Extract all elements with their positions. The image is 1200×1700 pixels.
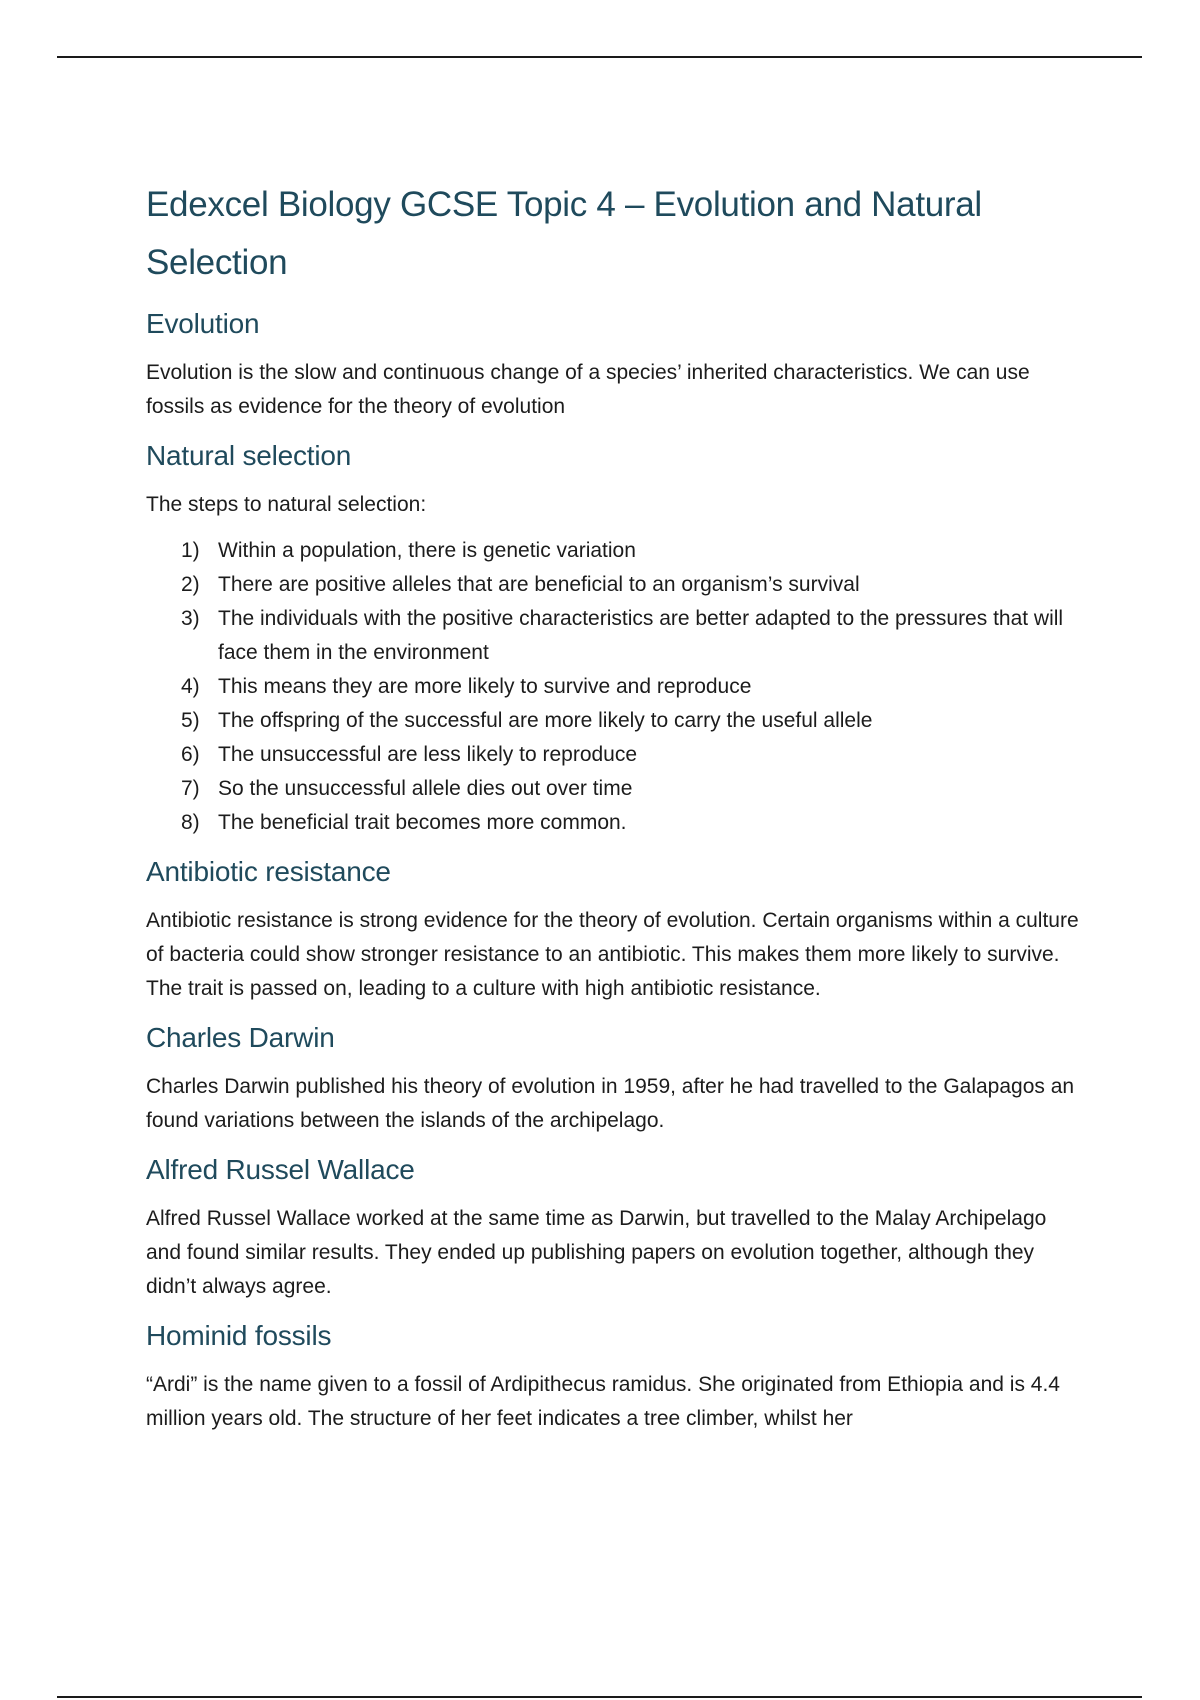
list-text: There are positive alleles that are beneficial to an organism’s survival <box>218 573 860 596</box>
list-text: This means they are more likely to survive and reproduce <box>218 675 752 698</box>
paragraph-natural-selection-intro: The steps to natural selection: <box>146 493 427 516</box>
heading-hominid-fossils: Hominid fossils <box>146 1320 332 1351</box>
list-item <box>146 534 1081 568</box>
paragraph-antibiotic-resistance: Antibiotic resistance is strong evidence for the theory of evolution. Certain organisms within a culture of bacteria could show stronger resistance to an antibiotic. This makes them more likely to survive. The trait is passed on, leading to a culture with high antibiotic resistance. <box>146 909 1079 1000</box>
list-item <box>146 568 1081 602</box>
list-item <box>146 772 1081 806</box>
list-item <box>146 670 1081 704</box>
list-number: 6) <box>181 743 200 766</box>
list-item <box>146 806 1081 840</box>
list-text: Within a population, there is genetic variation <box>218 539 636 562</box>
list-item <box>146 704 1081 738</box>
document-body <box>146 176 1081 1450</box>
natural-selection-steps-list <box>146 534 1081 840</box>
list-item <box>146 738 1081 772</box>
heading-natural-selection: Natural selection <box>146 440 352 471</box>
list-number: 4) <box>181 675 200 698</box>
page-title: Edexcel Biology GCSE Topic 4 – Evolution and Natural Selection <box>146 185 982 282</box>
heading-antibiotic-resistance: Antibiotic resistance <box>146 856 391 887</box>
heading-charles-darwin: Charles Darwin <box>146 1022 335 1053</box>
list-number: 1) <box>181 539 200 562</box>
footer-rule <box>57 1696 1142 1698</box>
list-text: So the unsuccessful allele dies out over time <box>218 777 633 800</box>
list-item <box>146 602 1081 670</box>
list-number: 3) <box>181 607 200 630</box>
header-rule <box>57 56 1142 58</box>
list-text: The individuals with the positive characteristics are better adapted to the pressures that will face them in the environment <box>218 607 1064 664</box>
list-number: 8) <box>181 811 200 834</box>
paragraph-evolution: Evolution is the slow and continuous change of a species’ inherited characteristics. We can use fossils as evidence for the theory of evolution <box>146 361 1030 418</box>
heading-evolution: Evolution <box>146 308 260 339</box>
list-text: The unsuccessful are less likely to reproduce <box>218 743 638 766</box>
list-number: 7) <box>181 777 200 800</box>
list-text: The offspring of the successful are more likely to carry the useful allele <box>218 709 873 732</box>
list-number: 5) <box>181 709 200 732</box>
list-number: 2) <box>181 573 200 596</box>
list-text: The beneficial trait becomes more common. <box>218 811 627 834</box>
paragraph-hominid-fossils: “Ardi” is the name given to a fossil of Ardipithecus ramidus. She originated from Ethiopia and is 4.4 million years old. The structure of her feet indicates a tree climber, whilst her <box>146 1373 1060 1430</box>
paragraph-alfred-russel-wallace: Alfred Russel Wallace worked at the same time as Darwin, but travelled to the Malay Archipelago and found similar results. They ended up publishing papers on evolution together, although they didn’t always agree. <box>146 1207 1047 1298</box>
paragraph-charles-darwin: Charles Darwin published his theory of evolution in 1959, after he had travelled to the Galapagos an found variations between the islands of the archipelago. <box>146 1075 1075 1132</box>
heading-alfred-russel-wallace: Alfred Russel Wallace <box>146 1154 415 1185</box>
